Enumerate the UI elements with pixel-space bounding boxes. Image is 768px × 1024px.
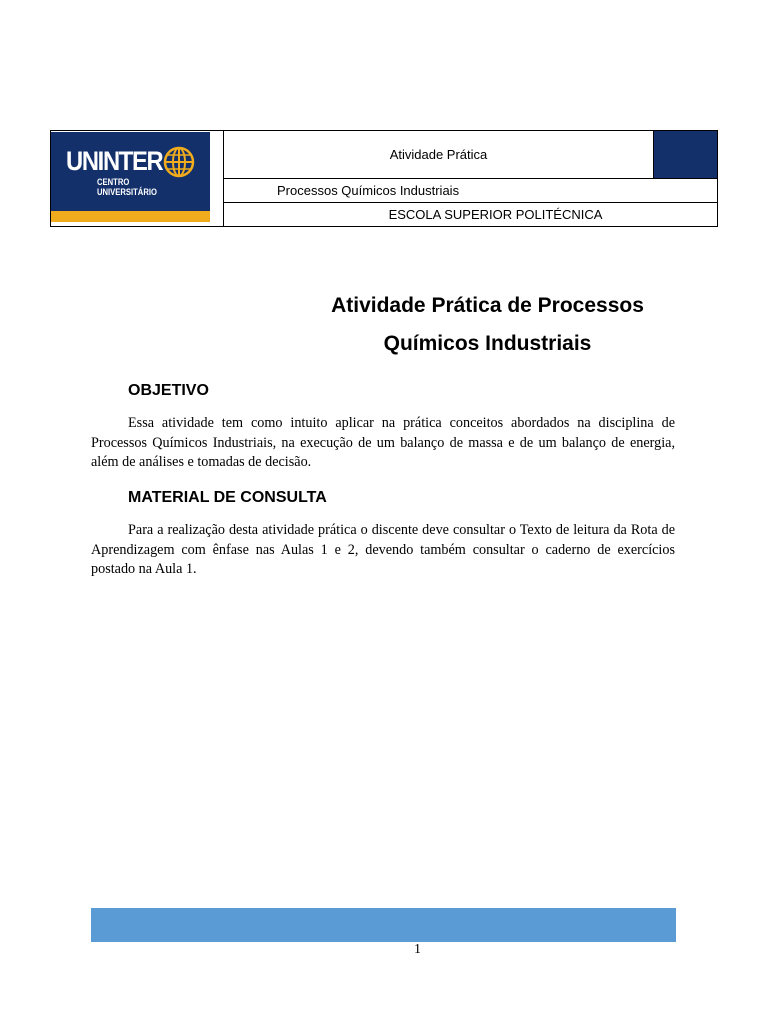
page-number: 1: [414, 942, 421, 957]
header-accent-cell: [653, 131, 717, 179]
document-title: [300, 287, 675, 363]
globe-icon: [162, 145, 196, 179]
logo-subtitle: [97, 177, 157, 197]
school-name: ESCOLA SUPERIOR POLITÉCNICA: [388, 207, 603, 222]
activity-label: Atividade Prática: [224, 131, 653, 179]
logo-wordmark: UNINTER: [66, 146, 163, 176]
course-name: Processos Químicos Industriais: [224, 179, 717, 203]
section-body-objetivo: Essa atividade tem como intuito aplicar na prática conceitos abordados na disciplina de Processos Químicos Industriais, na execução de um balanço de massa e de um balanço de energia, além de análises e tomadas de decisão.: [91, 415, 675, 470]
document-title-line2: Químicos Industriais: [383, 332, 592, 355]
section-heading-material: MATERIAL DE CONSULTA: [128, 489, 327, 506]
logo-stripe: [51, 211, 210, 222]
footer-bar: [91, 908, 676, 942]
logo-cell: [51, 131, 224, 226]
document-title-line1: Atividade Prática de Processos: [331, 294, 644, 317]
section-heading-objetivo: OBJETIVO: [128, 382, 209, 399]
logo-subtitle-line2: UNIVERSITÁRIO: [97, 187, 157, 197]
logo-subtitle-line1: CENTRO: [97, 177, 130, 187]
header-table: [50, 130, 718, 227]
section-body-material: Para a realização desta atividade prática o discente deve consultar o Texto de leitura da Rota de Aprendizagem com ênfase nas Aulas 1 e 2, devendo também consultar o caderno de exercícios postado na Aula 1.: [91, 522, 675, 577]
uninter-logo: [51, 132, 210, 222]
